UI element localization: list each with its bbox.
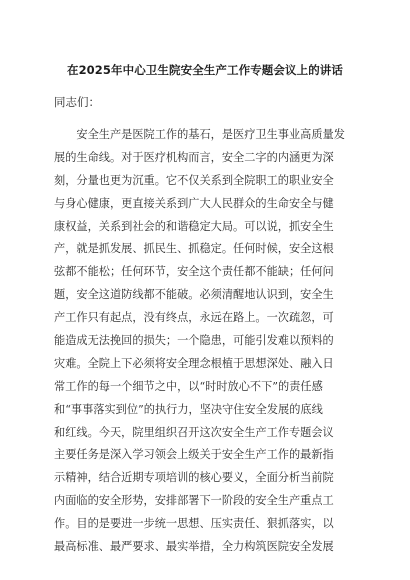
body-line: 内面临的安全形势，安排部署下一阶段的安全生产重点工 — [54, 494, 334, 508]
body-line: 常工作的每一个细节之中，以“时时放心不下”的责任感 — [54, 379, 323, 393]
body-line: 刻，分量也更为沉重。它不仅关系到全院职工的职业安全 — [54, 173, 334, 187]
body-line: 灾难。全院上下必须将安全理念根植于思想深处、融入日 — [54, 356, 334, 370]
body-line: 弦都不能松；任何环节，安全这个责任都不能缺；任何问 — [54, 265, 334, 279]
body-line: 最高标准、最严要求、最实举措，全力构筑医院安全发展 — [54, 540, 334, 554]
body-line: 展的生命线。对于医疗机构而言，安全二字的内涵更为深 — [54, 150, 334, 164]
body-line: 与身心健康，更直接关系到广大人民群众的生命安全与健 — [54, 196, 334, 210]
body-line: 产工作只有起点，没有终点，永远在路上。一次疏忽，可 — [54, 311, 334, 325]
body-line: 和“事事落实到位”的执行力，坚决守住安全发展的底线 — [54, 402, 323, 416]
document-title: 在2025年中心卫生院安全生产工作专题会议上的讲话 — [66, 63, 343, 77]
body-line: 产，就是抓发展、抓民生、抓稳定。任何时候，安全这根 — [54, 242, 334, 256]
body-line: 主要任务是深入学习领会上级关于安全生产工作的最新指 — [54, 448, 334, 462]
body-line: 示精神，结合近期专项培训的核心要义，全面分析当前院 — [54, 471, 334, 485]
body-line: 能造成无法挽回的损失；一个隐患，可能引发难以预料的 — [54, 334, 334, 348]
body-line: 和红线。今天，院里组织召开这次安全生产工作专题会议 — [54, 425, 334, 439]
body-line: 题，安全这道防线都不能破。必须清醒地认识到，安全生 — [54, 288, 334, 302]
body-line: 康权益，关系到社会的和谐稳定大局。可以说，抓安全生 — [54, 219, 334, 233]
body-paragraph — [54, 124, 364, 559]
body-line: 安全生产是医院工作的基石，是医疗卫生事业高质量发 — [54, 128, 345, 141]
body-line: 作。目的是要进一步统一思想、压实责任、狠抓落实，以 — [54, 517, 334, 531]
greeting: 同志们： — [54, 95, 100, 109]
